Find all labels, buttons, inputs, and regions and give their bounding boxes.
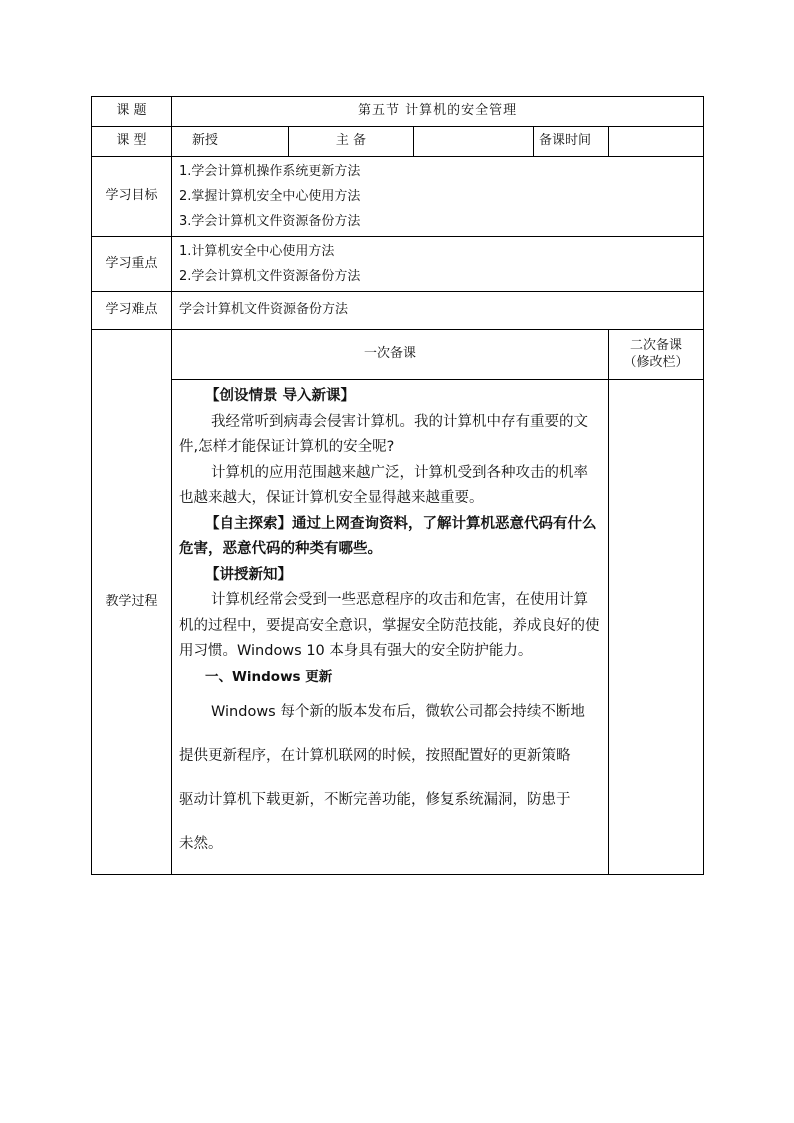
type-label: 课 型	[92, 127, 172, 157]
difficulty-row	[92, 292, 704, 330]
windows-update-line: 提供更新程序，在计算机联网的时候，按照配置好的更新策略	[179, 748, 571, 764]
prep-time-value	[609, 127, 704, 157]
difficulty-label: 学习难点	[92, 292, 172, 330]
intro-heading: 【创设情景 导入新课】	[205, 388, 356, 404]
second-prep-content	[609, 380, 704, 875]
difficulty-value: 学会计算机文件资源备份方法	[172, 292, 704, 330]
windows-update-line: Windows 每个新的版本发布后，微软公司都会持续不断地	[211, 704, 585, 720]
second-prep-header	[609, 330, 704, 380]
focus-item: 1.计算机安全中心使用方法	[179, 244, 335, 259]
process-label: 教学过程	[92, 330, 172, 875]
process-content-row	[92, 380, 704, 875]
first-prep-header: 一次备课	[172, 330, 609, 380]
focus-label: 学习重点	[92, 237, 172, 292]
context-paragraph: 计算机的应用范围越来越广泛，计算机受到各种攻击的机率也越来越大，保证计算机安全显得越来越重要。	[179, 464, 588, 506]
first-prep-content	[172, 380, 609, 875]
new-knowledge-paragraph: 计算机经常会受到一些恶意程序的攻击和危害，在使用计算机的过程中，要提高安全意识，掌握安全防范技能，养成良好的使用习惯。Windows 10 本身具有强大的安全防护能力。	[179, 592, 600, 659]
lead-label: 主 备	[289, 127, 414, 157]
lesson-title: 第五节 计算机的安全管理	[172, 97, 704, 127]
objective-item: 1.学会计算机操作系统更新方法	[179, 164, 361, 179]
objectives-list	[172, 157, 704, 237]
objectives-row	[92, 157, 704, 237]
prep-header-row	[92, 330, 704, 380]
topic-row	[92, 97, 704, 127]
lead-value	[414, 127, 534, 157]
windows-update-line: 未然。	[179, 836, 223, 852]
type-row	[92, 127, 704, 157]
new-knowledge-heading: 【讲授新知】	[205, 566, 292, 583]
second-prep-title: 二次备课	[630, 337, 683, 353]
explore-paragraph: 【自主探索】通过上网查询资料，了解计算机恶意代码有什么危害，恶意代码的种类有哪些。	[179, 515, 597, 557]
section-heading-windows-update: 一、Windows 更新	[205, 668, 333, 685]
prep-time-label: 备课时间	[534, 127, 609, 157]
intro-paragraph: 我经常听到病毒会侵害计算机。我的计算机中存有重要的文件,怎样才能保证计算机的安全呢?	[179, 413, 588, 455]
focus-item: 2.学会计算机文件资源备份方法	[179, 269, 361, 284]
objective-item: 3.学会计算机文件资源备份方法	[179, 214, 361, 229]
type-value: 新授	[172, 127, 289, 157]
topic-label: 课 题	[92, 97, 172, 127]
lesson-plan-table	[91, 96, 704, 875]
windows-update-line: 驱动计算机下载更新，不断完善功能，修复系统漏洞，防患于	[179, 792, 571, 808]
focus-list	[172, 237, 704, 292]
objectives-label: 学习目标	[92, 157, 172, 237]
second-prep-subtitle: （修改栏）	[623, 354, 689, 370]
focus-row	[92, 237, 704, 292]
objective-item: 2.掌握计算机安全中心使用方法	[179, 189, 361, 204]
